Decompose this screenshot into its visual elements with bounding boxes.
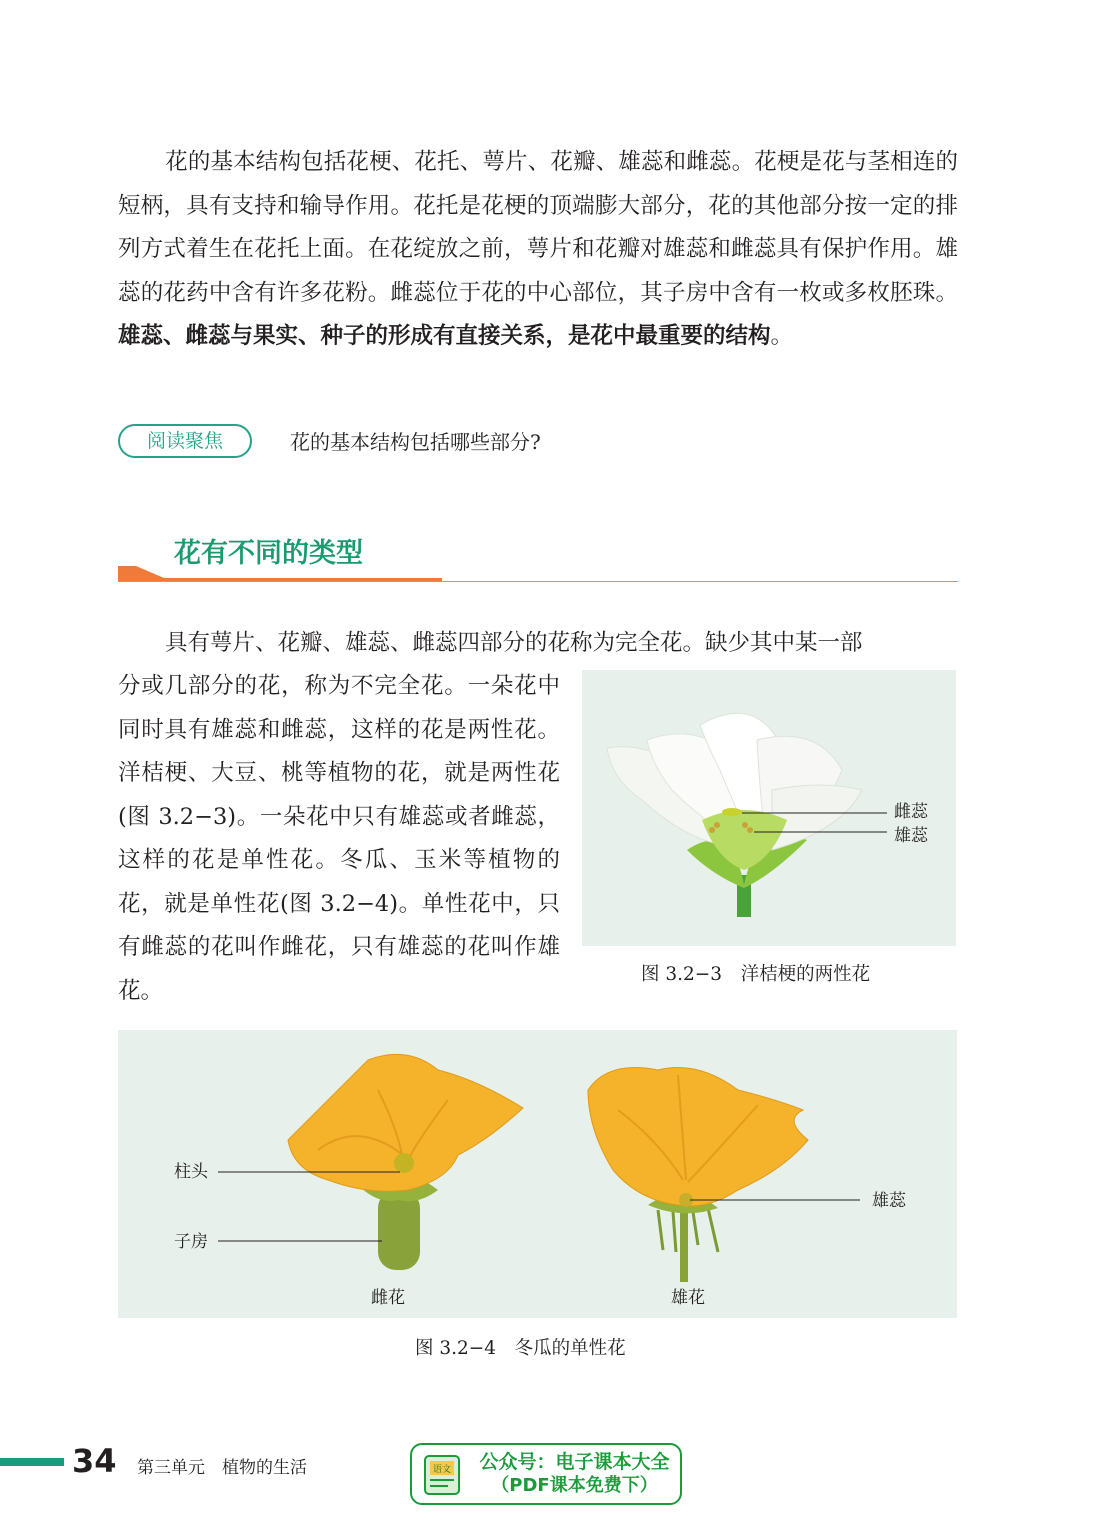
intro-paragraph	[118, 141, 958, 359]
wax-gourd-flowers-illustration	[118, 1030, 957, 1318]
book-icon	[422, 1453, 462, 1497]
stamp-line-2: （PDF课本免费下）	[491, 1475, 658, 1496]
intro-paragraph-bold: 雄蕊、雌蕊与果实、种子的形成有直接关系，是花中最重要的结构	[118, 323, 771, 349]
types-paragraph-first-line-text: 具有萼片、花瓣、雄蕊、雌蕊四部分的花称为完全花。缺少其中某一部	[165, 630, 863, 656]
label-male-stamen: 雄蕊	[872, 1191, 906, 1211]
reading-focus-question: 花的基本结构包括哪些部分?	[290, 430, 541, 454]
label-stamen: 雄蕊	[894, 826, 928, 846]
figure-wax-gourd-flowers	[118, 1030, 957, 1318]
label-ovary: 子房	[174, 1232, 208, 1252]
svg-text:语文: 语文	[432, 1465, 452, 1475]
watermark-stamp	[410, 1443, 682, 1505]
types-paragraph-first-line	[118, 622, 958, 666]
intro-paragraph-end: 。	[770, 323, 794, 349]
label-stigma: 柱头	[174, 1162, 208, 1182]
unit-label: 第三单元 植物的生活	[137, 1458, 307, 1478]
reading-focus-badge: 阅读聚焦	[118, 424, 252, 458]
footer-accent-bar	[0, 1458, 64, 1466]
section-divider	[118, 581, 958, 582]
figure2-caption: 图 3.2−4 冬瓜的单性花	[415, 1338, 626, 1359]
section-title: 花有不同的类型	[174, 538, 363, 569]
stamp-line-1: 公众号：电子课本大全	[479, 1451, 670, 1473]
figure1-caption: 图 3.2−3 洋桔梗的两性花	[641, 964, 871, 985]
label-male-flower: 雄花	[671, 1288, 705, 1308]
figure-eustoma-flower	[582, 670, 956, 946]
page-number: 34	[72, 1442, 117, 1480]
label-female-flower: 雌花	[371, 1288, 405, 1308]
intro-paragraph-text: 花的基本结构包括花梗、花托、萼片、花瓣、雄蕊和雌蕊。花梗是花与茎相连的短柄，具有支持和输导作用。花托是花梗的顶端膨大部分，花的其他部分按一定的排列方式着生在花托上面。在花绽放之前，萼片和花瓣对雄蕊和雌蕊具有保护作用。雄蕊的花药中含有许多花粉。雌蕊位于花的中心部位，其子房中含有一枚或多枚胚珠。	[118, 149, 958, 306]
types-paragraph-wrapped: 分或几部分的花，称为不完全花。一朵花中同时具有雄蕊和雌蕊，这样的花是两性花。洋桔梗、大豆、桃等植物的花，就是两性花(图 3.2−3)。一朵花中只有雄蕊或者雌蕊，这样的花是单性花。冬瓜、玉米等植物的花，就是单性花(图 3.2−4)。单性花中，只有雌蕊的花叫作雌花，只有雄蕊的花叫作雄花。	[118, 673, 560, 1004]
label-pistil: 雌蕊	[894, 802, 928, 822]
